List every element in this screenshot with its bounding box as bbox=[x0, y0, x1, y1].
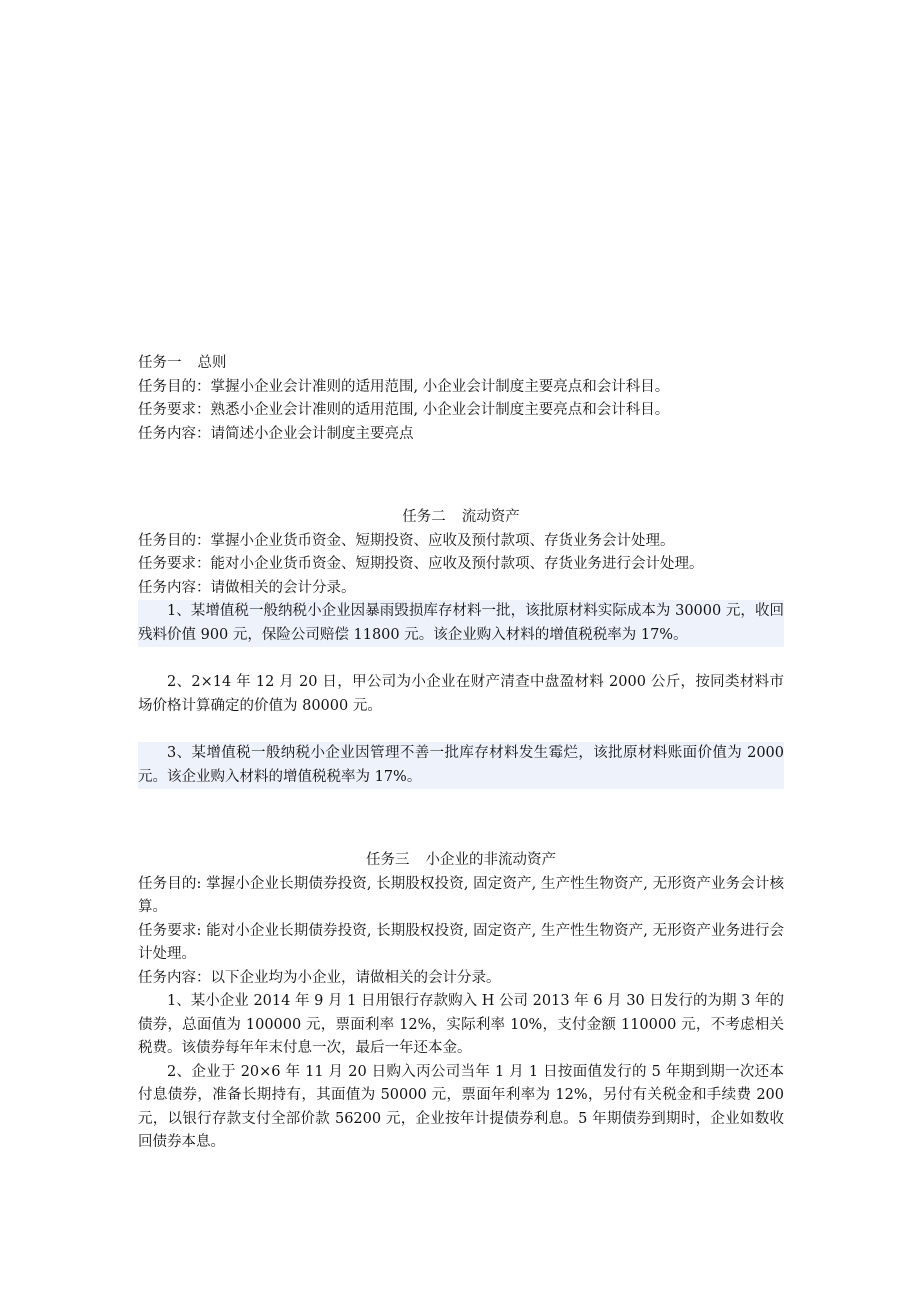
task1-title-number: 任务一 bbox=[138, 355, 182, 371]
task3-title-name: 小企业的非流动资产 bbox=[425, 852, 556, 868]
task1-requirement: 任务要求：熟悉小企业会计准则的适用范围, 小企业会计制度主要亮点和会计科目。 bbox=[138, 402, 670, 418]
task2-title-name: 流动资产 bbox=[461, 509, 520, 525]
task3-item-2: 2、企业于 20×6 年 11 月 20 日购入丙公司当年 1 月 1 日按面值发行的 5 年期到期一次还本付息债券，准备长期持有，其面值为 50000 元，票面年利率为 12%，另付有关税金和手续费 200 元，以银行存款支付全部价款 56200 元，企业按年计提债券利息。5 年期债券到期时，企业如数收回债券本息。 bbox=[138, 1063, 784, 1150]
task2-title bbox=[138, 506, 784, 530]
task2-item-3: 3、某增值税一般纳税小企业因管理不善一批库存材料发生霉烂，该批原材料账面价值为 2000 元。该企业购入材料的增值税税率为 17%。 bbox=[138, 742, 784, 789]
task3-item-1: 1、某小企业 2014 年 9 月 1 日用银行存款购入 H 公司 2013 年 6 月 30 日发行的为期 3 年的债券，总面值为 100000 元，票面利率 12%，实际利率 10%，支付金额 110000 元，不考虑相关税费。该债券每年年末付息一次，最后一年还本金。 bbox=[138, 993, 784, 1056]
task2-item-1: 1、某增值税一般纳税小企业因暴雨毁损库存材料一批，该批原材料实际成本为 30000 元，收回残料价值 900 元，保险公司赔偿 11800 元。该企业购入材料的增值税税率为 17%。 bbox=[138, 600, 784, 647]
task1-goal: 任务目的：掌握小企业会计准则的适用范围, 小企业会计制度主要亮点和会计科目。 bbox=[138, 378, 670, 395]
task2-item-2: 2、2×14 年 12 月 20 日，甲公司为小企业在财产清查中盘盈材料 2000 公斤，按同类材料市场价格计算确定的价值为 80000 元。 bbox=[138, 674, 784, 714]
task3-title-number: 任务三 bbox=[366, 852, 410, 868]
task2-title-number: 任务二 bbox=[402, 509, 446, 525]
task3-goal: 任务目的: 掌握小企业长期债券投资, 长期股权投资, 固定资产, 生产性生物资产, 无形资产业务会计核算。 bbox=[138, 875, 784, 915]
task2-content: 任务内容：请做相关的会计分录。 bbox=[138, 579, 356, 596]
task2-requirement: 任务要求：能对小企业货币资金、短期投资、应收及预付款项、存货业务进行会计处理。 bbox=[138, 556, 704, 572]
task3-requirement: 任务要求: 能对小企业长期债券投资, 长期股权投资, 固定资产, 生产性生物资产, 无形资产业务进行会计处理。 bbox=[138, 922, 784, 962]
task3-content: 任务内容：以下企业均为小企业，请做相关的会计分录。 bbox=[138, 969, 501, 986]
document-page bbox=[138, 352, 784, 1155]
task1-title-name: 总则 bbox=[197, 355, 227, 371]
task2-goal: 任务目的：掌握小企业货币资金、短期投资、应收及预付款项、存货业务会计处理。 bbox=[138, 532, 675, 549]
task1-content: 任务内容：请简述小企业会计制度主要亮点 bbox=[138, 425, 414, 442]
task1-title bbox=[138, 352, 784, 376]
task3-title bbox=[138, 849, 784, 873]
